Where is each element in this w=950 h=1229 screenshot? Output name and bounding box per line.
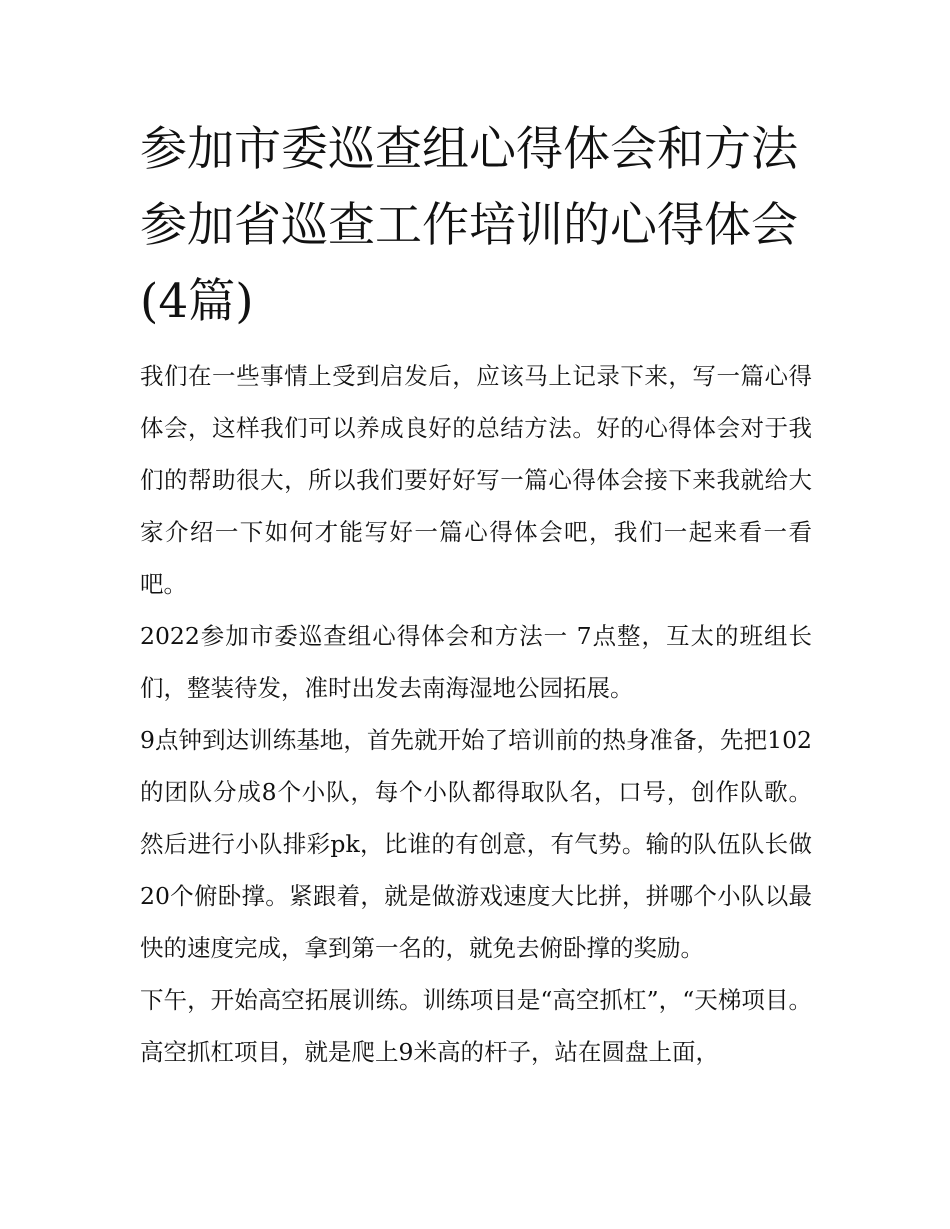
paragraph-2: 2022参加市委巡查组心得体会和方法一 7点整，互太的班组长们，整装待发，准时出发去南海湿地公园拓展。 [140, 622, 812, 702]
paragraph-intro: 我们在一些事情上受到启发后，应该马上记录下来，写一篇心得体会，这样我们可以养成良好的总结方法。好的心得体会对于我们的帮助很大，所以我们要好好写一篇心得体会接下来我就给大家介绍一下如何才能写好一篇心得体会吧，我们一起来看一看吧。 [140, 362, 812, 598]
paragraph-4: 下午，开始高空拓展训练。训练项目是“高空抓杠”，“天梯项目。高空抓杠项目，就是爬上9米高的杆子，站在圆盘上面， [140, 986, 812, 1066]
document-page [140, 112, 812, 1078]
paragraph-3: 9点钟到达训练基地，首先就开始了培训前的热身准备，先把102的团队分成8个小队，每个小队都得取队名，口号，创作队歌。然后进行小队排彩pk，比谁的有创意，有气势。输的队伍队长做20个俯卧撑。紧跟着，就是做游戏速度大比拼，拼哪个小队以最快的速度完成，拿到第一名的，就免去俯卧撑的奖励。 [140, 726, 812, 962]
document-title: 参加市委巡查组心得体会和方法 参加省巡查工作培训的心得体会(4篇) [140, 122, 798, 329]
